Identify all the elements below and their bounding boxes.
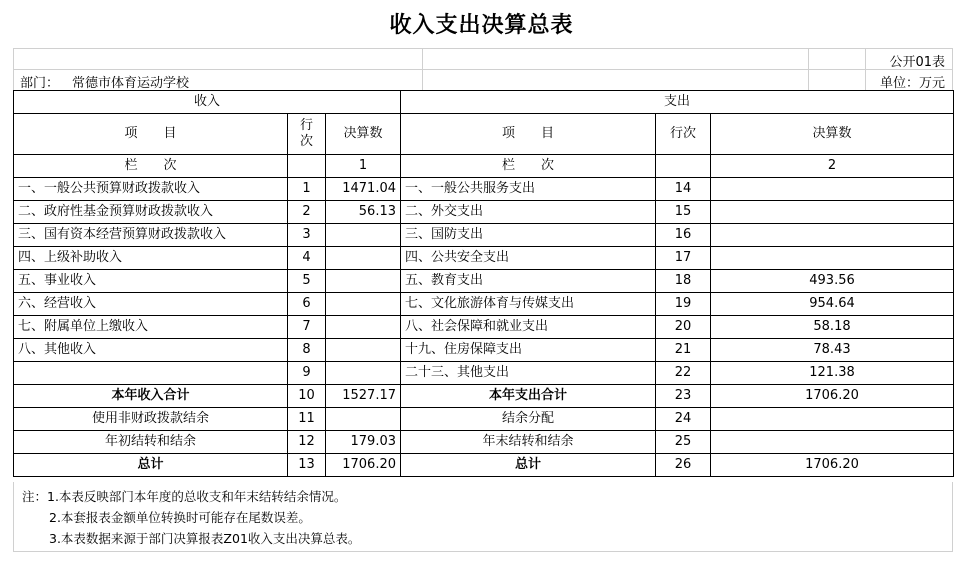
- end-balance-amount: [711, 431, 954, 454]
- expense-amount: [711, 178, 954, 201]
- expense-amount: [711, 201, 954, 224]
- surplus-dist-no: 24: [656, 408, 711, 431]
- income-index-blank: [288, 155, 326, 178]
- income-col-item: 项 目: [14, 114, 288, 155]
- table-row: [14, 178, 954, 201]
- non-fiscal-no: 11: [288, 408, 326, 431]
- total-income-amount: 1527.17: [326, 385, 401, 408]
- expense-item: 二、外交支出: [401, 201, 656, 224]
- table-row: [14, 293, 954, 316]
- income-item: 八、其他收入: [14, 339, 288, 362]
- table-row: [14, 201, 954, 224]
- income-amount: 56.13: [326, 201, 401, 224]
- income-index-label: 栏 次: [14, 155, 288, 178]
- expense-amount: 58.18: [711, 316, 954, 339]
- expense-row-no: 20: [656, 316, 711, 339]
- department-name: 常德市体育运动学校: [72, 76, 190, 91]
- expense-row-no: 17: [656, 247, 711, 270]
- income-amount: [326, 224, 401, 247]
- expense-header: 支出: [401, 91, 954, 114]
- income-item: 三、国有资本经营预算财政拨款收入: [14, 224, 288, 247]
- income-col-row: 行次: [288, 114, 326, 155]
- grand-expense-amount: 1706.20: [711, 454, 954, 477]
- income-item: 一、一般公共预算财政拨款收入: [14, 178, 288, 201]
- surplus-dist-label: 结余分配: [401, 408, 656, 431]
- expense-item: 三、国防支出: [401, 224, 656, 247]
- income-amount: [326, 270, 401, 293]
- page-title: 收入支出决算总表: [389, 12, 574, 38]
- income-amount: [326, 316, 401, 339]
- income-item: 二、政府性基金预算财政拨款收入: [14, 201, 288, 224]
- table-row: [14, 224, 954, 247]
- grand-income-amount: 1706.20: [326, 454, 401, 477]
- income-header: 收入: [14, 91, 401, 114]
- income-amount: [326, 247, 401, 270]
- note-line: 3.本表数据来源于部门决算报表Z01收入支出决算总表。: [49, 531, 361, 546]
- note-line: 注：1.本表反映部门本年度的总收支和年末结转结余情况。: [22, 489, 347, 504]
- expense-row-no: 21: [656, 339, 711, 362]
- income-amount: 1471.04: [326, 178, 401, 201]
- total-income-label: 本年收入合计: [14, 385, 288, 408]
- end-balance-no: 25: [656, 431, 711, 454]
- income-row-no: 1: [288, 178, 326, 201]
- grid-line: [808, 48, 809, 90]
- income-amount: [326, 362, 401, 385]
- begin-balance-no: 12: [288, 431, 326, 454]
- table-row: [14, 270, 954, 293]
- expense-amount: [711, 224, 954, 247]
- expense-item: 一、一般公共服务支出: [401, 178, 656, 201]
- grid-line: [13, 48, 953, 49]
- expense-amount: 121.38: [711, 362, 954, 385]
- summary-table: [13, 90, 954, 477]
- expense-item: 七、文化旅游体育与传媒支出: [401, 293, 656, 316]
- notes: [22, 486, 360, 549]
- expense-amount: 78.43: [711, 339, 954, 362]
- expense-item: 四、公共安全支出: [401, 247, 656, 270]
- grid-line: [952, 482, 953, 552]
- total-expense-label: 本年支出合计: [401, 385, 656, 408]
- income-row-no: 8: [288, 339, 326, 362]
- grand-income-no: 13: [288, 454, 326, 477]
- department-label: 部门：: [20, 76, 60, 91]
- grid-line: [13, 551, 953, 552]
- expense-row-no: 22: [656, 362, 711, 385]
- expense-amount: 493.56: [711, 270, 954, 293]
- income-item: 四、上级补助收入: [14, 247, 288, 270]
- grid-line: [865, 48, 866, 90]
- table-row: [14, 362, 954, 385]
- grand-expense-no: 26: [656, 454, 711, 477]
- income-col-amount: 决算数: [326, 114, 401, 155]
- income-item: [14, 362, 288, 385]
- begin-balance-label: 年初结转和结余: [14, 431, 288, 454]
- expense-index-label: 栏 次: [401, 155, 656, 178]
- income-amount: [326, 293, 401, 316]
- grid-line: [422, 48, 423, 90]
- expense-amount: [711, 247, 954, 270]
- table-row: [14, 247, 954, 270]
- unit-label: 单位：万元: [879, 76, 945, 91]
- expense-item: 十九、住房保障支出: [401, 339, 656, 362]
- income-row-no: 5: [288, 270, 326, 293]
- total-expense-no: 23: [656, 385, 711, 408]
- surplus-dist-amount: [711, 408, 954, 431]
- grid-line: [13, 69, 953, 70]
- income-row-no: 4: [288, 247, 326, 270]
- income-item: 五、事业收入: [14, 270, 288, 293]
- note-line: 2.本套报表金额单位转换时可能存在尾数误差。: [49, 510, 311, 525]
- grand-income-label: 总计: [14, 454, 288, 477]
- grid-line: [13, 48, 14, 90]
- income-item: 七、附属单位上缴收入: [14, 316, 288, 339]
- expense-item: 二十三、其他支出: [401, 362, 656, 385]
- form-number: 公开01表: [889, 55, 945, 70]
- income-row-no: 9: [288, 362, 326, 385]
- expense-row-no: 14: [656, 178, 711, 201]
- grand-expense-label: 总计: [401, 454, 656, 477]
- expense-index-num: 2: [711, 155, 954, 178]
- end-balance-label: 年末结转和结余: [401, 431, 656, 454]
- non-fiscal-label: 使用非财政拨款结余: [14, 408, 288, 431]
- income-row-no: 6: [288, 293, 326, 316]
- non-fiscal-amount: [326, 408, 401, 431]
- expense-col-item: 项 目: [401, 114, 656, 155]
- income-amount: [326, 339, 401, 362]
- expense-row-no: 16: [656, 224, 711, 247]
- total-income-no: 10: [288, 385, 326, 408]
- grid-line: [952, 48, 953, 90]
- income-row-no: 7: [288, 316, 326, 339]
- total-expense-amount: 1706.20: [711, 385, 954, 408]
- expense-index-blank: [656, 155, 711, 178]
- expense-col-amount: 决算数: [711, 114, 954, 155]
- income-item: 六、经营收入: [14, 293, 288, 316]
- income-row-no: 2: [288, 201, 326, 224]
- expense-row-no: 18: [656, 270, 711, 293]
- income-index-num: 1: [326, 155, 401, 178]
- table-row: [14, 339, 954, 362]
- table-row: [14, 316, 954, 339]
- expense-row-no: 15: [656, 201, 711, 224]
- begin-balance-amount: 179.03: [326, 431, 401, 454]
- expense-row-no: 19: [656, 293, 711, 316]
- expense-col-row: 行次: [656, 114, 711, 155]
- expense-item: 八、社会保障和就业支出: [401, 316, 656, 339]
- expense-amount: 954.64: [711, 293, 954, 316]
- income-row-no: 3: [288, 224, 326, 247]
- grid-line: [13, 482, 14, 552]
- expense-item: 五、教育支出: [401, 270, 656, 293]
